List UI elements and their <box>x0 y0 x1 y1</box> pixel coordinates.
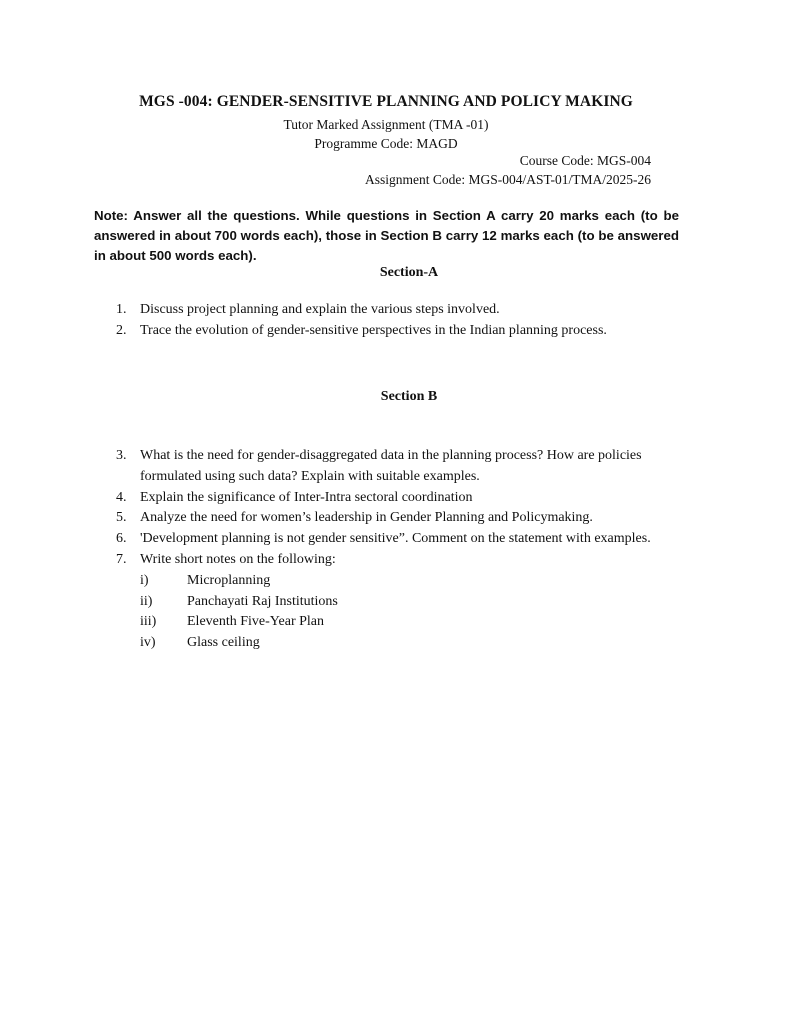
short-note-item <box>140 633 670 654</box>
question-item <box>110 508 670 529</box>
course-code: Course Code: MGS-004 <box>519 153 651 168</box>
question-text: What is the need for gender-disaggregated data in the planning process? How are policies formulated using such data? Explain with suitable examples. <box>140 448 642 484</box>
question-text: Write short notes on the following: <box>140 551 336 567</box>
question-text: Discuss project planning and explain the various steps involved. <box>140 302 500 317</box>
question-number: 1. <box>116 302 127 317</box>
question-item <box>110 321 670 342</box>
short-note-item <box>140 592 670 613</box>
short-note-number: i) <box>140 572 149 588</box>
question-number: 6. <box>116 531 127 547</box>
question-number: 5. <box>116 510 127 526</box>
question-item <box>110 529 670 550</box>
question-item <box>110 300 670 321</box>
short-note-text: Microplanning <box>187 572 271 588</box>
assignment-code: Assignment Code: MGS-004/AST-01/TMA/2025-26 <box>364 172 651 187</box>
question-number: 3. <box>116 448 127 463</box>
short-note-number: iii) <box>140 614 157 630</box>
question-text: Analyze the need for women’s leadership in Gender Planning and Policymaking. <box>140 510 593 526</box>
short-note-number: ii) <box>140 593 153 609</box>
short-note-number: iv) <box>140 635 156 651</box>
question-text: Explain the significance of Inter-Intra sectoral coordination <box>140 489 473 505</box>
short-note-text: Eleventh Five-Year Plan <box>187 614 324 630</box>
section-a-questions <box>110 300 670 342</box>
question-number: 4. <box>116 489 127 505</box>
question-item <box>110 446 670 488</box>
programme-code: Programme Code: MAGD <box>314 136 458 151</box>
short-notes-list <box>140 571 670 654</box>
question-item <box>110 550 670 654</box>
question-item <box>110 488 670 509</box>
assignment-type: Tutor Marked Assignment (TMA -01) <box>283 117 489 132</box>
section-b-heading: Section B <box>380 389 438 404</box>
short-note-text: Panchayati Raj Institutions <box>187 593 338 609</box>
document-title: MGS -004: GENDER-SENSITIVE PLANNING AND POLICY MAKING <box>139 93 633 110</box>
section-a-heading: Section-A <box>379 265 439 280</box>
question-number: 2. <box>116 322 127 338</box>
instructions-note: Note: Answer all the questions. While questions in Section A carry 20 marks each (to be answered in about 700 words each), those in Section B carry 12 marks each (to be answered in about 500 words each). <box>94 208 679 263</box>
question-number: 7. <box>116 551 127 567</box>
question-text: 'Development planning is not gender sensitive”. Comment on the statement with examples. <box>140 531 651 547</box>
section-b-questions <box>110 446 670 654</box>
short-note-text: Glass ceiling <box>187 635 260 651</box>
short-note-item <box>140 571 670 592</box>
short-note-item <box>140 612 670 633</box>
question-text: Trace the evolution of gender-sensitive perspectives in the Indian planning process. <box>140 322 607 338</box>
